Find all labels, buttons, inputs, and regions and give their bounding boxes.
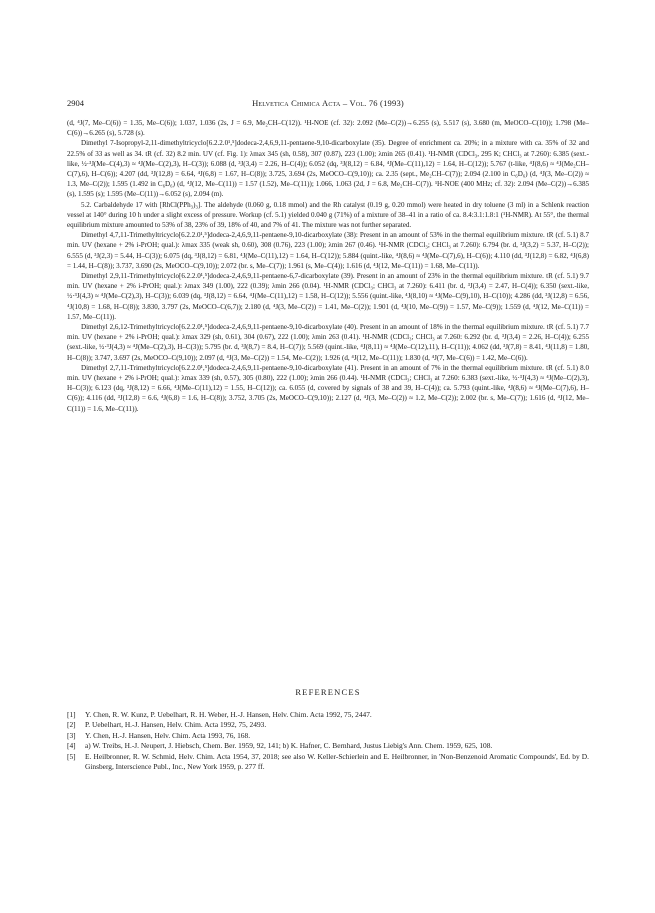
paragraph-compound-41: Dimethyl 2,7,11-Trimethyltricyclo[6.2.2.0¹,⁵]dodeca-2,4,6,9,11-pentaene-9,10-dicarboxylate (41). Present in an amount of 7% in the thermal equilibrium mixture. tR (cf. 5.1) 8.0 min. UV (hexane + 2% i-PrOH; qual.): λmax 339 (sh, 0.57), 305 (0.80), 222 (1.00); λmin 266 (0.44). ¹H-NMR (CDCl₃; CHCl₃ at 7.260: 6.383 (sext.-like, ½·³J(4,3) ≈ ⁴J(Me–C(2),3), H–C(3)); 6.123 (dq, ³J(8,12) = 6.66, ⁴J(Me–C(11),12) = 1.55, H–C(12)); ca. 6.055 (d, covered by signals of 38 and 39, H–C(4)); ca. 5.793 (quint.-like, ⁴J(8,6) ≈ ⁴J(Me–C(7),6), H–C(6)); 4.116 (dd, ³J(12,8) = 6.6, ⁴J(6,8) = 1.6, H–C(8)); 3.752, 3.705 (2s, MeOCO–C(9,10)); 2.127 (d, ⁴J(3, Me–C(2)) ≈ 1.2, Me–C(2)); 2.002 (br. s, Me–C(7)); 1.616 (d, ⁴J(12, Me–C(11)) = 1.6, Me–C(11)). xyxy=(67,363,589,413)
journal-title: Helvetica Chimica Acta – Vol. 76 (1993) xyxy=(252,98,404,108)
paragraph-compound-38: Dimethyl 4,7,11-Trimethyltricyclo[6.2.2.0¹,⁵]dodeca-2,4,6,9,11-pentaene-9,10-dicarboxylate (38): Present in an amount of 53% in the thermal equilibrium mixture. tR (cf. 5.1) 8.7 min. UV (hexane + 2% i-PrOH; qual.): λmax 335 (weak sh, 0.60), 308 (0.76), 223 (1.00); λmin 267 (0.46). ¹H-NMR (CDCl₃; CHCl₃ at 7.260): 6.794 (br. d, ³J(3,2) = 5.37, H–C(2)); 6.555 (d, ³J(2,3) = 5.44, H–C(3)); 6.075 (dq, ³J(8,12) = 6.81, ⁴J(Me–C(11),12) = 1.64, H–C(12)); 5.884 (quint.-like, ⁴J(8,6) ≈ ⁴J(Me–C(7),6), H–C(6)); 4.110 (dd, ³J(12,8) = 6.82, ⁴J(6,8) = 1.44, H–C(8)); 3.737, 3.690 (2s, MeOCO–C(9,10)); 2.072 (br. s, Me–C(7)); 1.961 (s, Me–C(4)); 1.616 (d, ⁴J(12, Me–C(11)) = 1.68, Me–C(11)). xyxy=(67,231,589,270)
reference-item xyxy=(67,731,589,741)
paragraph-compound-40: Dimethyl 2,6,12-Trimethyltricyclo[6.2.2.0¹,⁵]dodeca-2,4,6,9,11-pentaene-9,10-dicarboxylate (40). Present in an amount of 18% in the thermal equilibrium mixture. tR (cf. 5.1) 7.7 min. UV (hexane + 2% i-PrOH; qual.): λmax 329 (sh, 0.61), 304 (0.67), 222 (1.00); λmin 263 (0.41). ¹H-NMR (CDCl₃; CHCl₃ at 7.260: 6.292 (br. d, ³J(3,4) = 2.26, H–C(4)); 6.255 (sext.-like, ½·³J(4,3) ≈ ⁴J(Me–C(2),3), H–C(3)); 5.795 (br. d, ³J(8,7) = 8.4, H–C(7)); 5.569 (quint.-like, ⁴J(8,11) ≈ ⁴J(Me–C(12),11), H–C(11)); 4.062 (dd, ³J(7,8) = 8.41, ⁴J(11,8) = 1.80, H–C(8)); 3.747, 3.697 (2s, MeOCO–C(9,10)); 2.097 (d, ⁴J(3, Me–C(2)) = 1.54, Me–C(2)); 1.926 (d, ⁴J(12, Me–C(11)); 1.830 (d, ⁴J(7, Me–C(6)) = 1.42, Me–C(6)). xyxy=(67,323,589,362)
paragraph-compound-35: Dimethyl 7-Isopropyl-2,11-dimethyltricyclo[6.2.2.0¹,⁵]dodeca-2,4,6,9,11-pentaene-9,10-dicarboxylate (35). Degree of enrichment ca. 20%; in a mixture with ca. 35% of 32 and 22.5% of 33 as well as 34. tR (cf. 32) 8.2 min. UV (cf. Fig. 1): λmax 345 (sh, 0.58), 307 (0.87), 223 (1.00); λmin 265 (0.41). ¹H-NMR (CDCl₃, 295 K; CHCl₃ at 7.260): 6.385 (sext.-like, ½·³J(Me–C(4),3) ≈ ⁴J(Me–C(2),3), H–C(3)); 6.088 (d, ³J(3,4) = 2.26, H–C(4)); 6.052 (dq, ³J(8,12) = 6.84, ⁴J(Me–C(11),12) = 1.64, H–C(12)); 5.767 (t-like, ⁴J(8,6) ≈ ⁴J(Me₂CH–C(7),6), H–C(6)); 4.207 (dd, ³J(12,8) = 6.64, ⁴J(6,8) = 1.67, H–C(8)); 3.725, 3.694 (2s, MeOCO–C(9,10)); ca. 2.35 (sept., Me₂CH–C(7)); 2.094 (2.100 in C₆D₆) (d, ⁴J(3, Me–C(2)) ≈ 1.3, Me–C(2)); 1.595 (1.492 in C₆D₆) (d, ⁴J(12, Me–C(11)) = 1.57 (1.52), Me–C(11)); 1.066, 1.063 (2d, J = 6.8, Me₂CH–C(7)). ¹H-NOE (400 MHz; cf. 32): 2.094 (Me–C(2))→6.385 (s), 1.595 (s); 1.595 (Me–C(11))→6.052 (s), 2.094 (m). xyxy=(67,139,589,199)
paragraph-section-5-2: 5.2. Carbaldehyde 17 with [RhCl(PPh₃)₃]. The aldehyde (0.060 g, 0.18 mmol) and the Rh catalyst (0.19 g, 0.20 mmol) were heated in dry toluene (3 ml) in a Schlenk reaction vessel at 140° during 10 h under a slight excess of pressure. Workup (cf. 5.1) yielded 0.040 g (71%) of a mixture of 38–41 in a ratio of ca. 8.4:3.1:1.8:1 (¹H-NMR). At 55°, the thermal equilibrium mixture amounted to 53% of 38, 23% of 39, 18% of 40, and 7% of 41. The mixture was not further separated. xyxy=(67,200,589,230)
paragraph-compound-39: Dimethyl 2,9,11-Trimethyltricyclo[6.2.2.0¹,⁵]dodeca-2,4,6,9,11-pentaene-6,7-dicarboxylate (39). Present in an amount of 23% in the thermal equilibrium mixture. tR (cf. 5.1) 9.7 min. UV (hexane + 2% i-PrOH; qual.): λmax 349 (1.00), 222 (0.39); λmin 266 (0.04). ¹H-NMR (CDCl₃; CHCl₃ at 7.260): 6.411 (br. d, ³J(3,4) = 2.47, H–C(4)); 6.350 (sext.-like, ½·³J(4,3) ≈ ⁴J(Me–C(2),3), H–C(3)); 6.039 (dq, ³J(8,12) = 6.64, ⁴J(Me–C(11),12) = 1.58, H–C(12)); 5.556 (quint.-like, ⁴J(8,10) ≈ ⁴J(Me–C(9),10), H–C(10)); 4.286 (dd, ³J(12,8) = 6.56, ⁴J(10,8) = 1.68, H–C(8)); 3.830, 3.797 (2s, MeOCO–C(6,7)); 2.180 (d, ⁴J(3, Me–C(2)) = 1.41, Me–C(2)); 1.901 (d, ⁴J(10, Me–C(9)) = 1.57, Me–C(9)); 1.559 (d, ⁴J(12, Me–C(11)) = 1.57, Me–C(11)). xyxy=(67,272,589,321)
references-list xyxy=(67,710,589,772)
reference-item xyxy=(67,752,589,773)
reference-number: [3] xyxy=(67,730,76,740)
reference-item xyxy=(67,720,589,730)
reference-text: Y. Chen, R. W. Kunz, P. Uebelhart, R. H. Weber, H.-J. Hansen, Helv. Chim. Acta 1992, 75, 2447. xyxy=(85,710,372,719)
reference-number: [5] xyxy=(67,751,76,761)
page-number: 2904 xyxy=(67,98,84,108)
page-header xyxy=(67,97,589,109)
paragraph-nmr-continuation: (d, ⁴J(7, Me–C(6)) = 1.35, Me–C(6)); 1.037, 1.036 (2s, J = 6.9, Me₂CH–C(12)). ¹H-NOE (cf. 32): 2.092 (Me–C(2))→6.255 (s), 5.517 (s), 3.680 (m, MeOCO–C(10)); 1.798 (Me–C(6))→6.265 (s), 5.728 (s). xyxy=(67,119,589,138)
reference-item xyxy=(67,741,589,751)
reference-number: [4] xyxy=(67,741,76,751)
reference-number: [2] xyxy=(67,720,76,730)
experimental-text xyxy=(67,118,589,414)
reference-number: [1] xyxy=(67,710,76,719)
reference-text: Y. Chen, H.-J. Hansen, Helv. Chim. Acta 1993, 76, 168. xyxy=(85,730,251,740)
reference-text: P. Uebelhart, H.-J. Hansen, Helv. Chim. Acta 1992, 75, 2493. xyxy=(85,720,267,730)
references-heading: REFERENCES xyxy=(295,687,361,697)
reference-item xyxy=(67,710,589,720)
reference-text: a) W. Treibs, H.-J. Neupert, J. Hiebsch, Chem. Ber. 1959, 92, 141; b) K. Hafner, C. Bernhard, Justus Liebig's Ann. Chem. 1959, 625, 108. xyxy=(85,741,493,751)
reference-text: E. Heilbronner, R. W. Schmid, Helv. Chim. Acta 1954, 37, 2018; see also W. Keller-Schierlein and E. Heilbronner, in 'Non-Benzenoid Aromatic Compounds', Ed. by D. Ginsberg, Interscience Publ., Inc., New York 1959, p. 277 ff. xyxy=(85,751,589,772)
